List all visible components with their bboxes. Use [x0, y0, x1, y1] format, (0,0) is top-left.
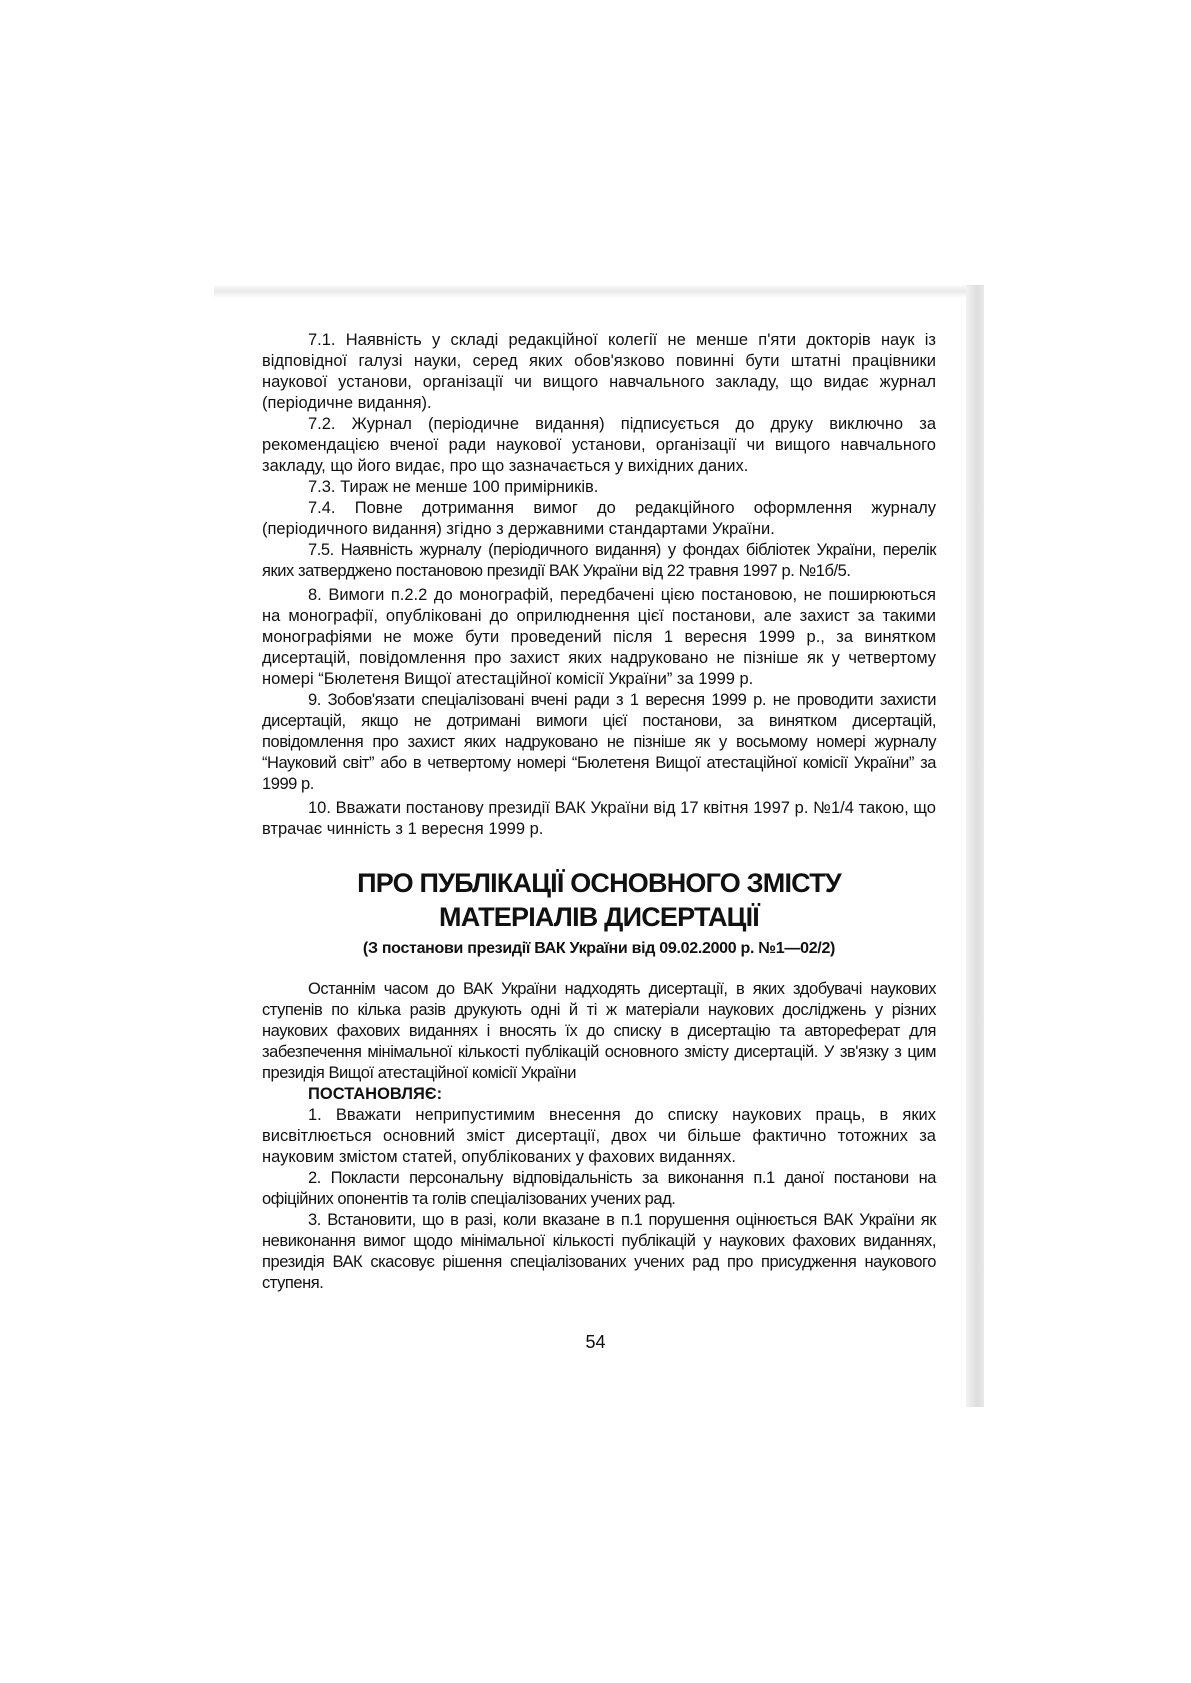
paragraph-8: 8. Вимоги п.2.2 до монографій, передбачені цією постановою, не поширюються на монографії, опубліковані до оприлюднення цієї постанови, але захист за такими монографіями не може бути проведений після 1 вересня 1999 р., за винятком дисертацій, повідомлення про захист яких надруковано не пізніше як у четвертому номері “Бюлетеня Вищої атестаційної комісії України” за 1999 р.: [262, 586, 936, 688]
heading-line-1: ПРО ПУБЛІКАЦІЇ ОСНОВНОГО ЗМІСТУ: [357, 868, 841, 898]
resolution-3: 3. Встановити, що в разі, коли вказане в п.1 порушення оцінюється ВАК України як невиконання вимог щодо мінімальної кількості публікацій у наукових фахових виданнях, президія ВАК скасовує рішення спеціалізованих учених рад про присудження наукового ступеня.: [262, 1211, 936, 1292]
paragraph-9: 9. Зобов'язати спеціалізовані вчені ради з 1 вересня 1999 р. не проводити захисти дисертацій, якщо не дотримані вимоги цієї постанови, за винятком дисертацій, повідомлення про захист яких надруковано не пізніше як у восьмому номері журналу “Науковий світ” або в четвертому номері “Бюлетеня Вищої атестаційної комісії України” за 1999 р.: [262, 691, 936, 793]
page-body: [262, 330, 936, 1294]
paragraph-7-4: 7.4. Повне дотримання вимог до редакційного оформлення журналу (періодичного видання) згідно з державними стандартами України.: [262, 499, 936, 538]
page-number: 54: [585, 1332, 606, 1352]
scan-shadow-top: [214, 284, 980, 298]
section-subtitle: (З постанови президії ВАК України від 09.02.2000 р. №1—02/2): [362, 940, 836, 957]
resolve-label: ПОСТАНОВЛЯЄ:: [308, 1085, 443, 1103]
section-heading: [262, 866, 936, 934]
scan-shadow-edge: [966, 285, 984, 1407]
heading-line-2: МАТЕРІАЛІВ ДИСЕРТАЦІЇ: [439, 902, 759, 932]
paragraph-7-2: 7.2. Журнал (періодичне видання) підписується до друку виключно за рекомендацією вченої ради наукової установи, організації чи вищого навчального закладу, що його видає, про що зазначається у вихідних даних.: [262, 415, 936, 475]
resolution-2: 2. Покласти персональну відповідальність за виконання п.1 даної постанови на офіційних опонентів та голів спеціалізованих учених рад.: [262, 1169, 936, 1208]
paragraph-7-3: 7.3. Тираж не менше 100 примірників.: [308, 478, 599, 496]
intro-paragraph: Останнім часом до ВАК України надходять дисертації, в яких здобувачі наукових ступенів по кілька разів друкують одні й ті ж матеріали наукових досліджень у різних наукових фахових виданнях і вносять їх до списку в дисертацію та автореферат для забезпечення мінімальної кількості публікацій основного змісту дисертацій. У зв'язку з цим президія Вищої атестаційної комісії України: [262, 980, 936, 1082]
resolution-1: 1. Вважати неприпустимим внесення до списку наукових праць, в яких висвітлюється основний зміст дисертації, двох чи більше фактично тотожних за науковим змістом статей, опублікованих у фахових виданнях.: [262, 1106, 936, 1166]
paragraph-10: 10. Вважати постанову президії ВАК України від 17 квітня 1997 р. №1/4 такою, що втрачає чинність з 1 вересня 1999 р.: [262, 799, 936, 838]
paragraph-7-5: 7.5. Наявність журналу (періодичного видання) у фондах бібліотек України, перелік яких затверджено постановою президії ВАК України від 22 травня 1997 р. №1б/5.: [262, 541, 936, 580]
paragraph-7-1: 7.1. Наявність у складі редакційної колегії не менше п'яти докторів наук із відповідної галузі науки, серед яких обов'язково повинні бути штатні працівники наукової установи, організації чи вищого навчального закладу, що видає журнал (періодичне видання).: [262, 331, 936, 412]
